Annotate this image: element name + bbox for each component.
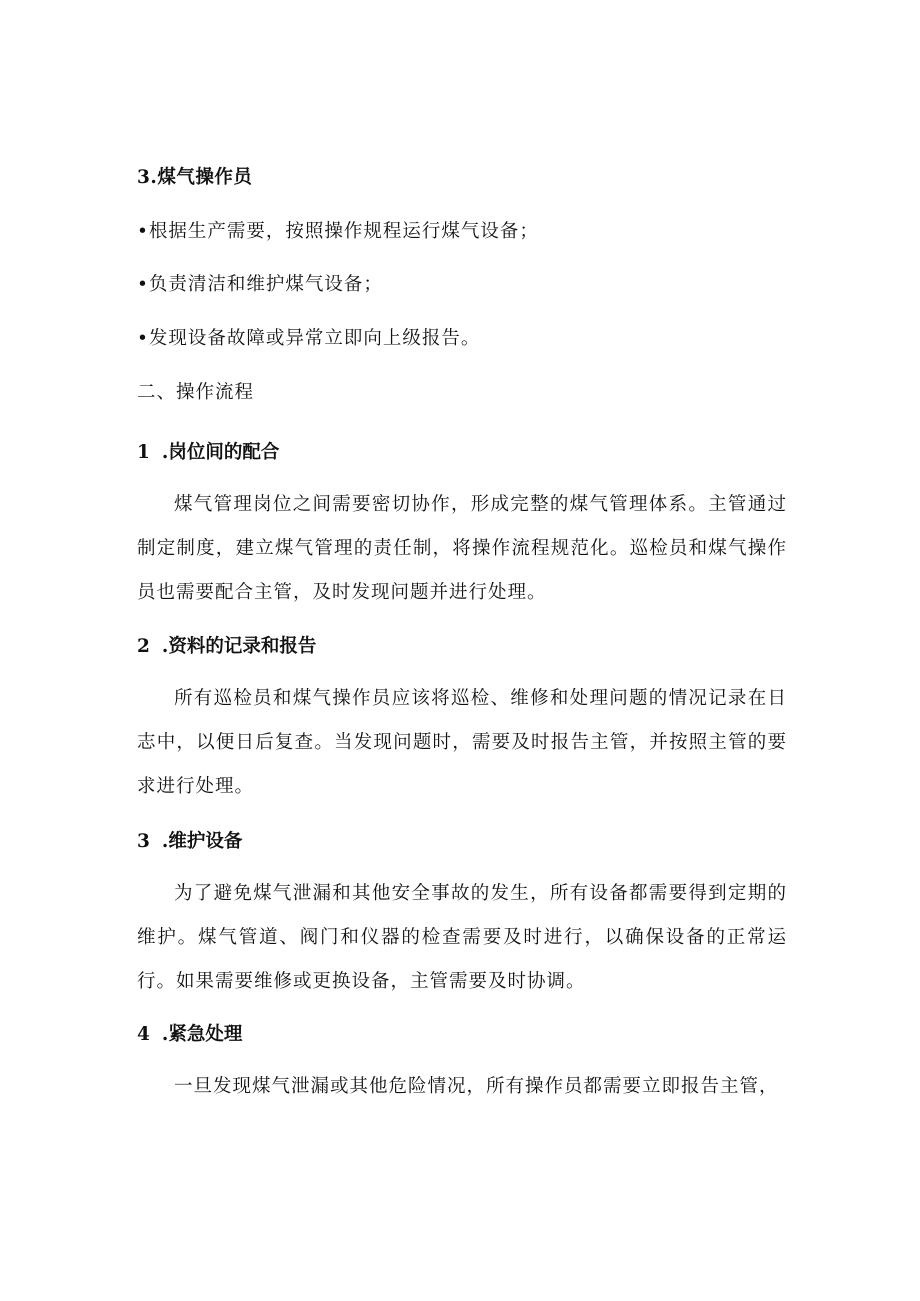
subsection-1-body: 煤气管理岗位之间需要密切协作，形成完整的煤气管理体系。主管通过制定制度，建立煤气管理的责任制，将操作流程规范化。巡检员和煤气操作员也需要配合主管，及时发现问题并进行处理。: [137, 494, 787, 603]
subsection-4-title: .紧急处理: [161, 1024, 243, 1045]
subsection-4-heading: [137, 1019, 787, 1050]
section-heading: 二、操作流程: [137, 382, 255, 403]
subsection-3-title: .维护设备: [161, 831, 243, 852]
subsection-3-body: 为了避免煤气泄漏和其他安全事故的发生，所有设备都需要得到定期的维护。煤气管道、阀门和仪器的检查需要及时进行，以确保设备的正常运行。如果需要维修或更换设备，主管需要及时协调。: [137, 883, 787, 992]
role-heading: 3.煤气操作员: [137, 167, 253, 188]
subsection-1-title: .岗位间的配合: [161, 442, 280, 463]
subsection-2-body: 所有巡检员和煤气操作员应该将巡检、维修和处理问题的情况记录在日志中，以便日后复查。当发现问题时，需要及时报告主管，并按照主管的要求进行处理。: [137, 688, 787, 797]
subsection-2-title: .资料的记录和报告: [161, 636, 317, 657]
subsection-3-heading: [137, 826, 787, 857]
subsection-2-heading: [137, 631, 787, 662]
subsection-1-number: 1: [137, 442, 150, 463]
role-bullet-1: •根据生产需要，按照操作规程运行煤气设备；: [137, 221, 539, 242]
subsection-1-heading: [137, 437, 787, 468]
subsection-2-number: 2: [137, 636, 150, 657]
role-bullet-3: •发现设备故障或异常立即向上级报告。: [137, 328, 481, 349]
subsection-4-body: 一旦发现煤气泄漏或其他危险情况，所有操作员都需要立即报告主管，: [174, 1076, 779, 1097]
role-bullet-2: •负责清洁和维护煤气设备；: [137, 274, 383, 295]
subsection-4-number: 4: [137, 1024, 150, 1045]
subsection-3-number: 3: [137, 831, 150, 852]
